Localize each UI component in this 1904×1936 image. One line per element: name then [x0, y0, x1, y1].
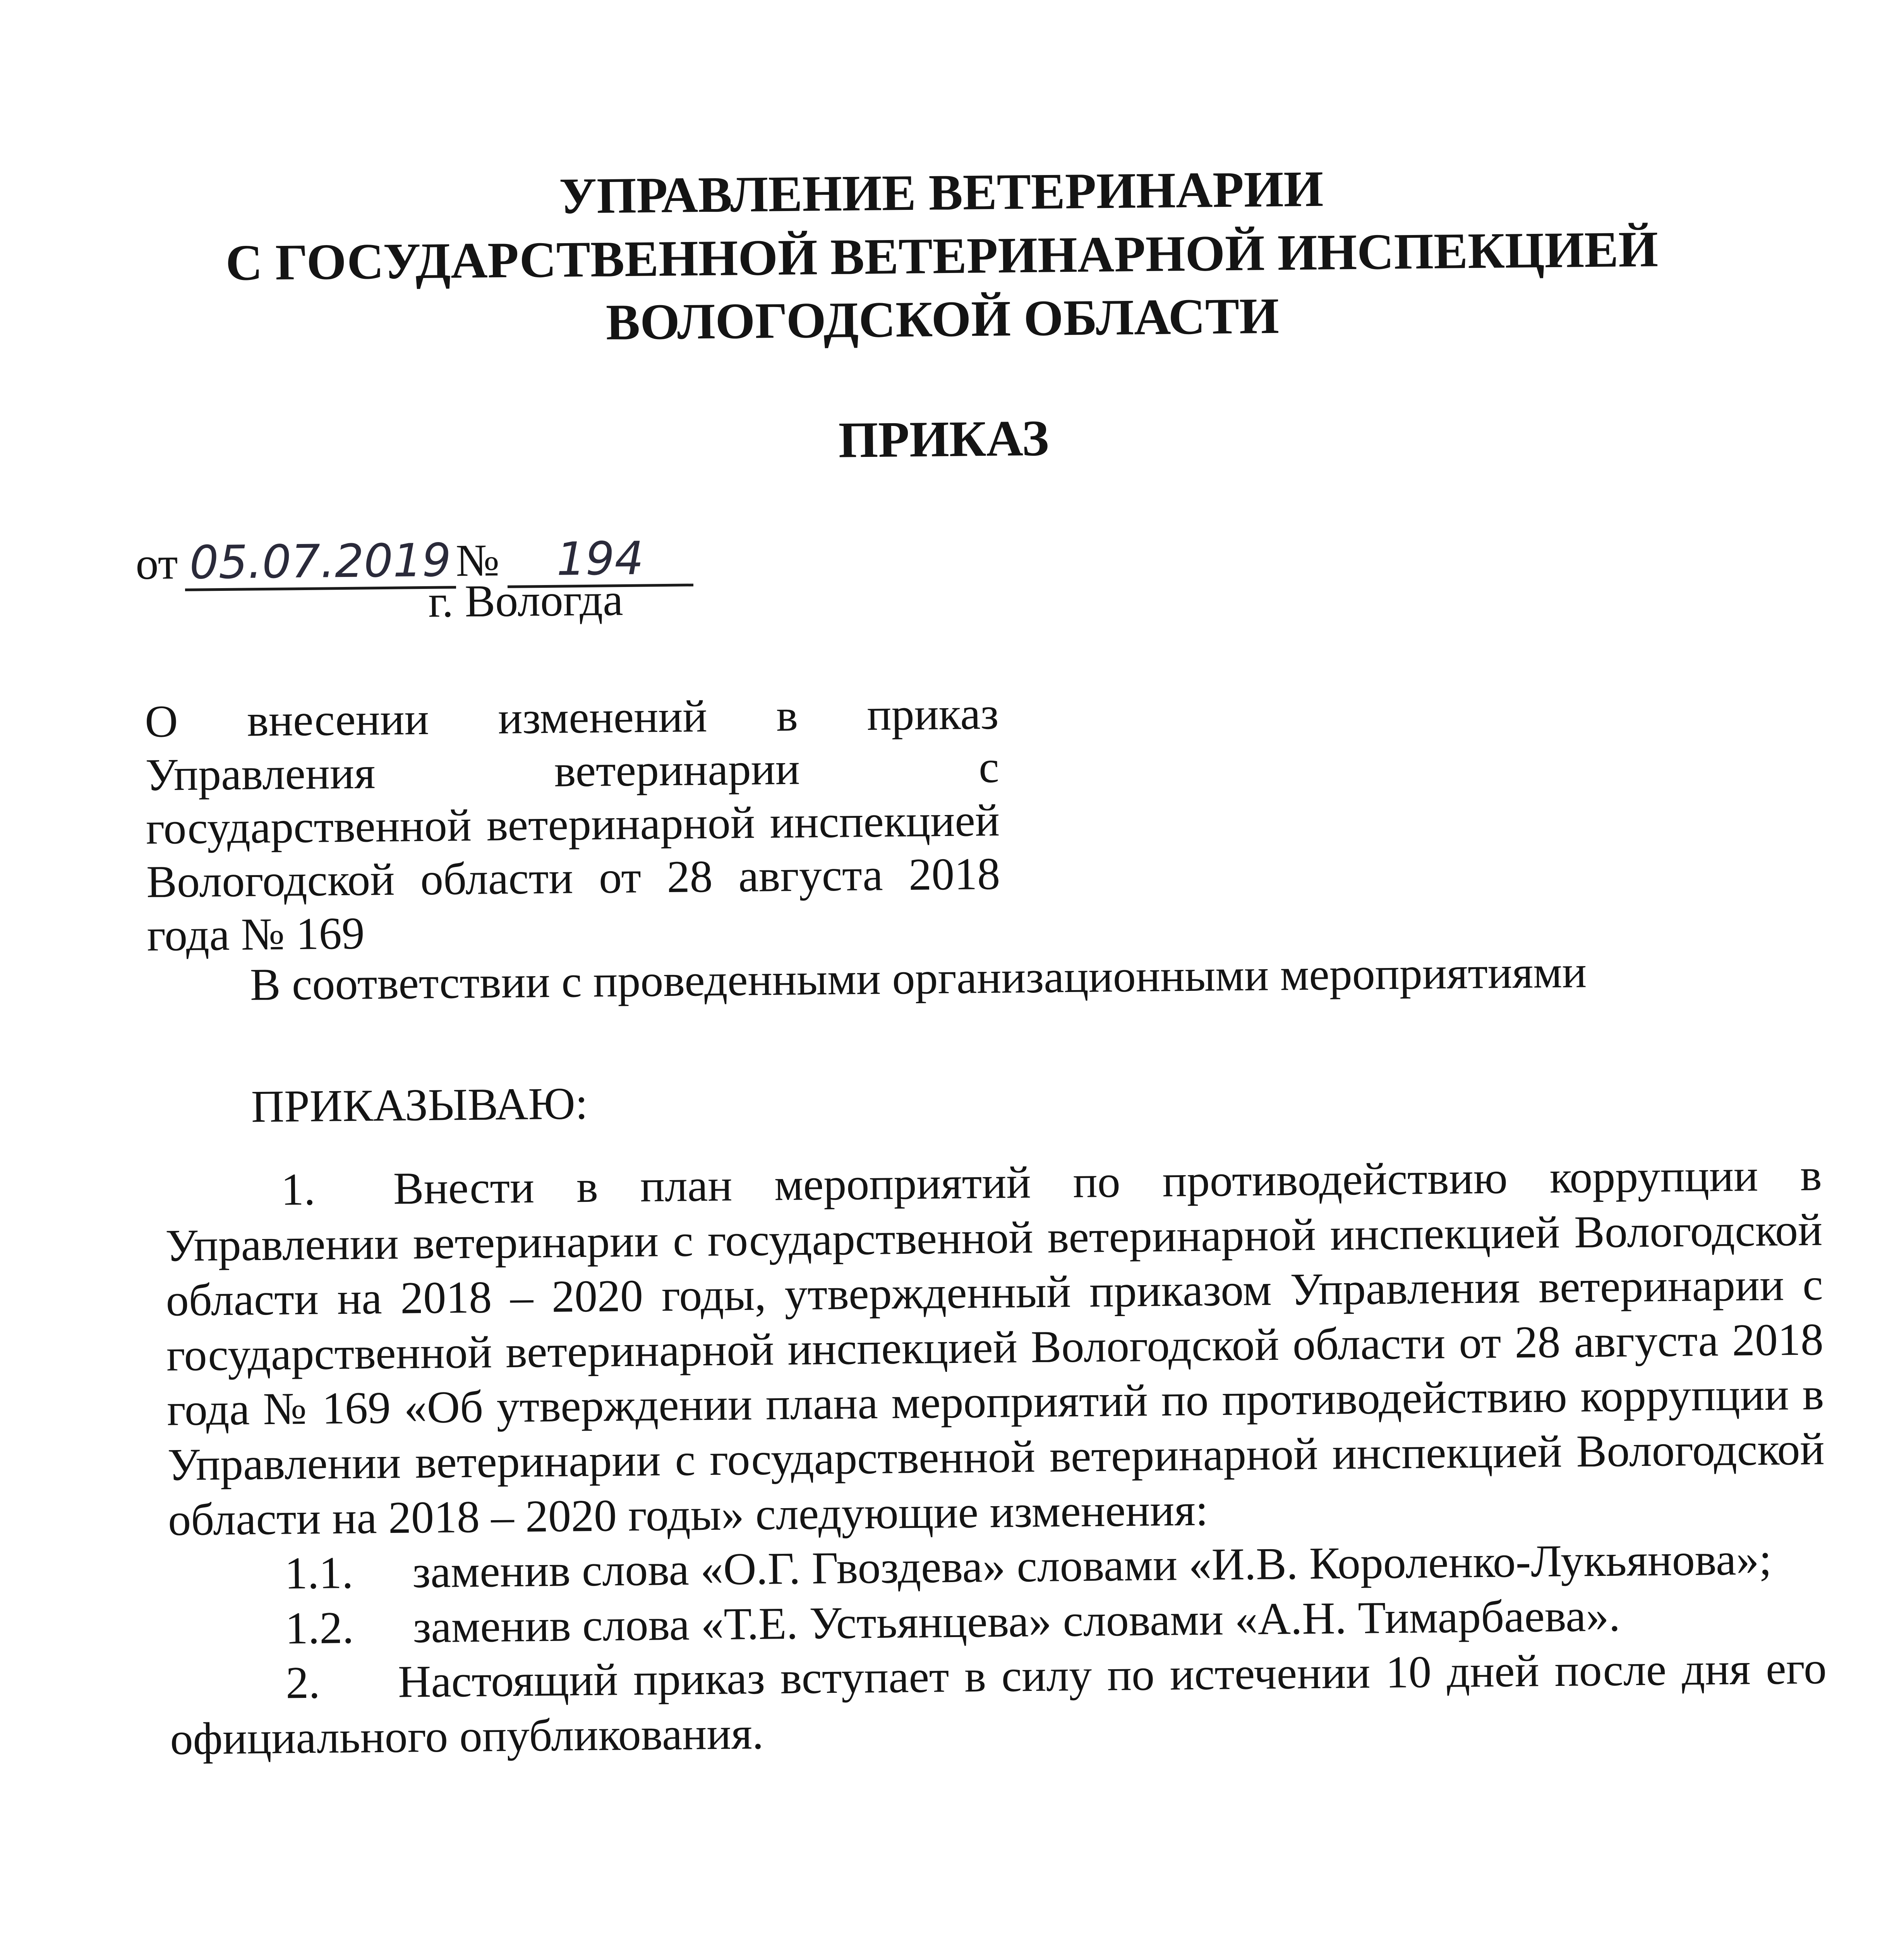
item-text: заменив слова «Т.Е. Устьянцева» словами «А.Н. Тимарбаева». [413, 1590, 1621, 1653]
city-line: г. Вологда [428, 574, 624, 627]
item-text: Внести в план мероприятий по противодействию коррупции в Управлении ветеринарии с государственной ветеринарной инспекцией Вологодской области на 2018 – 2020 годы, утвержденный приказом Управления ветеринарии с государственной ветеринарной инспекцией Вологодской области от 28 августа 2018 года № 169 «Об утверждении плана мероприятий по противодействию коррупции в Управлении ветеринарии с государственной ветеринарной инспекцией Вологодской области на 2018 – 2020 годы» следующие изменения: [165, 1149, 1825, 1545]
order-basis: В соответствии с проведенными организационными мероприятиями [250, 946, 1587, 1010]
order-subject: О внесении изменений в приказ Управления ветеринарии с государственной ветеринарной инспекцией Вологодской области от 28 августа 2018 года № 169 [144, 688, 1000, 961]
order-body [165, 1147, 1827, 1766]
organization-header [206, 154, 1679, 358]
header-line-2: С ГОСУДАРСТВЕННОЙ ВЕТЕРИНАРНОЙ ИНСПЕКЦИЕЙ [225, 220, 1659, 291]
from-label: от [135, 538, 178, 589]
item-number: 1.2. [285, 1602, 354, 1654]
order-word: ПРИКАЗЫВАЮ: [251, 1078, 588, 1132]
handwritten-signature [799, 1934, 1537, 1936]
document-title: ПРИКАЗ [838, 409, 1049, 469]
item-text: заменив слова «О.Г. Гвоздева» словами «И.В. Короленко-Лукьянова»; [412, 1533, 1772, 1598]
item-number: 2. [285, 1657, 321, 1708]
item-text: Настоящий приказ вступает в силу по истечении 10 дней после дня его официального опубликования. [170, 1643, 1827, 1764]
header-line-3: ВОЛОГОДСКОЙ ОБЛАСТИ [606, 287, 1280, 351]
order-item-1 [165, 1147, 1825, 1547]
handwritten-number: 194 [507, 534, 693, 588]
item-number: 1.1. [284, 1547, 354, 1599]
handwritten-date: 05.07.2019 [185, 536, 456, 591]
order-item-2 [169, 1641, 1827, 1766]
number-sign: № [455, 535, 500, 586]
item-number: 1. [281, 1164, 316, 1215]
header-line-1: УПРАВЛЕНИЕ ВЕТЕРИНАРИИ [559, 160, 1324, 225]
